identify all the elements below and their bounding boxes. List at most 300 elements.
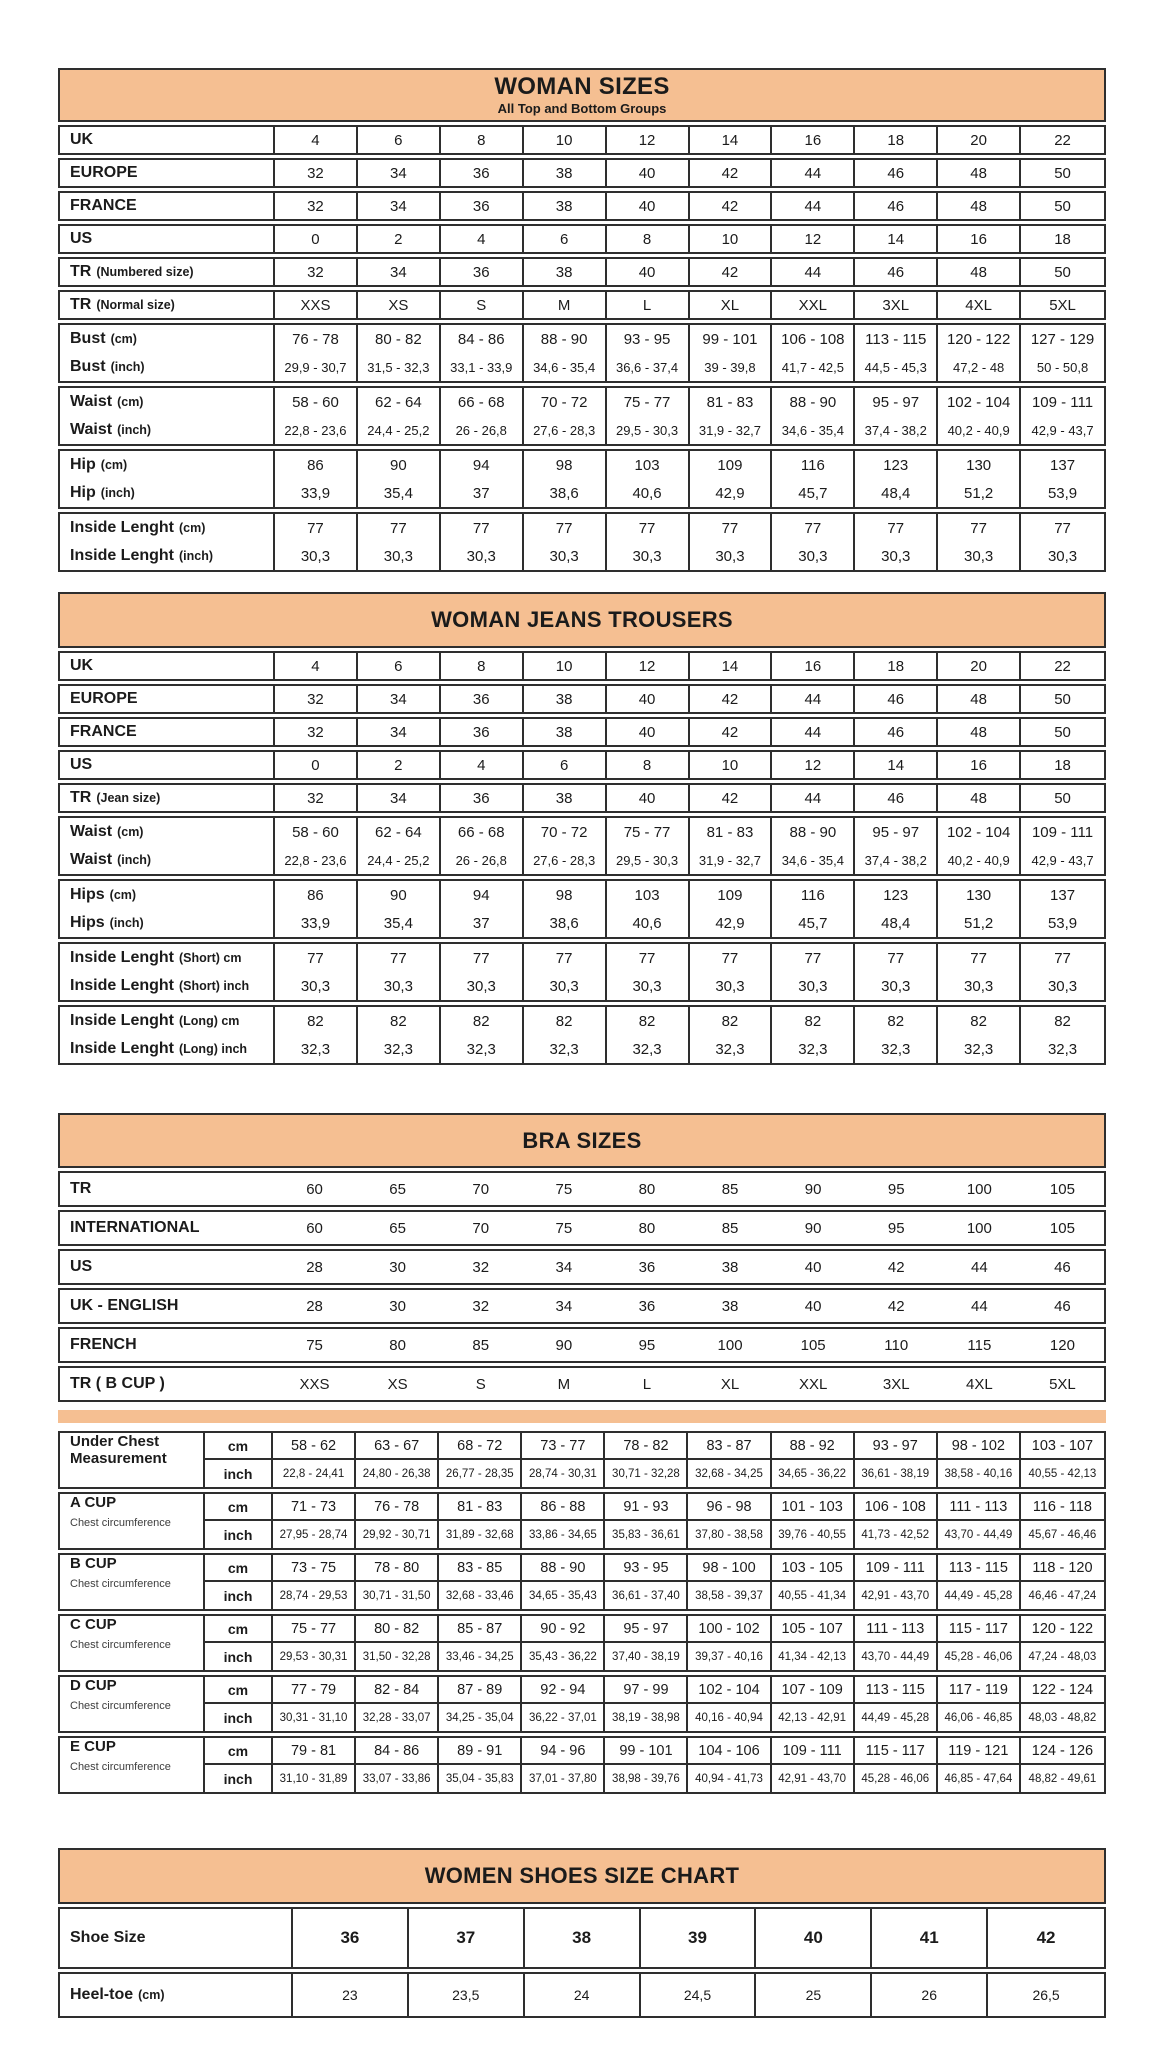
size-value-cell: 53,9 xyxy=(1047,484,1078,502)
bra-size-value-cell: 60 xyxy=(306,1219,323,1237)
row-label-text: TR xyxy=(70,296,92,313)
cup-cm-value-cell: 76 - 78 xyxy=(356,1494,439,1521)
size-value-cell: 48 xyxy=(938,259,1021,285)
cup-inch-value-cell: 31,89 - 32,68 xyxy=(439,1521,522,1548)
size-value-cell: 38 xyxy=(524,259,607,285)
size-value-cell: 77 xyxy=(772,944,855,972)
bra-conversion-row xyxy=(58,1288,1106,1324)
row-label-text: US xyxy=(70,230,93,247)
bra-size-value-cell: 34 xyxy=(555,1297,573,1315)
unit-inch-cell: inch xyxy=(205,1582,273,1609)
cup-inch-value-cell: 37,01 - 37,80 xyxy=(522,1765,605,1792)
cup-inch-value-cell: 34,65 - 36,22 xyxy=(772,1460,855,1487)
cup-cm-value-cell: 94 - 96 xyxy=(522,1738,605,1765)
size-value-cell: 36 xyxy=(441,785,524,811)
size-value-cell: 53,9 xyxy=(1047,914,1078,932)
row-label-note: (cm) xyxy=(117,825,144,839)
bra-size-value-cell: 105 xyxy=(1049,1180,1075,1198)
row-label-note: (Long) inch xyxy=(179,1042,248,1056)
bra-size-value-cell: 36 xyxy=(638,1297,656,1315)
size-value-cell: 8 xyxy=(441,127,524,153)
size-value-cell: 137 xyxy=(1050,886,1076,904)
size-value-cell: 5XL xyxy=(1049,296,1076,314)
cup-cm-value-cell: 93 - 97 xyxy=(855,1433,938,1460)
cup-inch-value-cell: 38,98 - 39,76 xyxy=(605,1765,688,1792)
row-label-note: (cm) xyxy=(179,521,206,535)
cup-cm-value-cell: 71 - 73 xyxy=(273,1494,356,1521)
size-value-cell: 27,6 - 28,3 xyxy=(524,416,607,444)
size-value-cell: 34,6 - 35,4 xyxy=(772,846,855,874)
shoes-header xyxy=(58,1848,1106,1904)
size-value-cell: 66 - 68 xyxy=(441,818,524,846)
size-value-cell: 77 xyxy=(607,514,690,542)
size-value-cell: 37 xyxy=(441,909,524,937)
bra-cup-group xyxy=(58,1675,1106,1733)
size-value-cell: 44,5 - 45,3 xyxy=(855,353,938,381)
row-label-text: TR ( B CUP ) xyxy=(70,1375,165,1392)
size-value-cell: 62 - 64 xyxy=(358,388,441,416)
row-label xyxy=(60,1368,273,1400)
bra-size-value-cell: 90 xyxy=(555,1336,573,1354)
cup-inch-value-cell: 48,82 - 49,61 xyxy=(1028,1772,1097,1785)
row-label-note: (cm) xyxy=(138,1988,165,2002)
row-label xyxy=(60,160,275,186)
size-value-cell: 42,9 - 43,7 xyxy=(1031,422,1094,438)
size-value-cell: 30,3 xyxy=(690,972,773,1000)
bra-size-value-cell: S xyxy=(475,1375,486,1393)
cup-inch-value-cell: 30,31 - 31,10 xyxy=(273,1704,356,1731)
unit-cm-cell: cm xyxy=(205,1616,273,1643)
cup-inch-value-cell: 47,24 - 48,03 xyxy=(1028,1650,1097,1663)
shoe-value-cell: 36 xyxy=(293,1909,409,1967)
size-value-cell: 33,1 - 33,9 xyxy=(441,353,524,381)
cup-inch-value-cell: 39,76 - 40,55 xyxy=(772,1521,855,1548)
size-value-cell: 82 xyxy=(441,1007,524,1035)
size-value-cell: 40 xyxy=(607,686,690,712)
cup-inch-value-cell: 48,03 - 48,82 xyxy=(1028,1711,1097,1724)
size-value-cell: 98 xyxy=(524,881,607,909)
size-value-cell: 32 xyxy=(275,686,358,712)
woman-sizes-title: WOMAN SIZES xyxy=(494,72,670,100)
size-value-cell: 77 xyxy=(358,514,441,542)
row-label xyxy=(60,1035,275,1063)
bra-size-value-cell: XXL xyxy=(798,1375,828,1393)
size-value-cell: XXS xyxy=(275,292,358,318)
table-row-group xyxy=(58,750,1106,780)
size-value-cell: 40,6 xyxy=(607,479,690,507)
unit-inch-cell: inch xyxy=(205,1521,273,1548)
row-label xyxy=(60,972,275,1000)
unit-cm-cell: cm xyxy=(205,1738,273,1765)
row-label-text: FRENCH xyxy=(70,1336,137,1353)
size-value-cell: 4 xyxy=(275,127,358,153)
size-value-cell: 77 xyxy=(524,944,607,972)
size-value-cell: 42,9 - 43,7 xyxy=(1031,852,1094,868)
size-value-cell: 34 xyxy=(358,686,441,712)
cup-cm-value-cell: 73 - 77 xyxy=(522,1433,605,1460)
row-label-note: (inch) xyxy=(117,423,152,437)
size-value-cell: 18 xyxy=(1054,756,1071,774)
row-label xyxy=(60,451,275,479)
size-value-cell: 93 - 95 xyxy=(607,325,690,353)
woman-sizes-header xyxy=(58,68,1106,122)
bra-conversion-row xyxy=(58,1366,1106,1402)
row-label xyxy=(60,881,275,909)
bra-size-value-cell: 38 xyxy=(721,1258,739,1276)
size-value-cell: 98 xyxy=(524,451,607,479)
table-row-group xyxy=(58,290,1106,320)
size-value-cell: 6 xyxy=(358,653,441,679)
size-value-cell: 46 xyxy=(855,160,938,186)
row-label-text: Inside Lenght xyxy=(70,519,174,536)
bra-size-value-cell: 85 xyxy=(721,1180,739,1198)
cup-sublabel-text: Chest circumference xyxy=(70,1761,171,1774)
size-value-cell: 32 xyxy=(275,719,358,745)
shoe-value-cell: 26 xyxy=(872,1974,988,2016)
size-value-cell: 30,3 xyxy=(690,542,773,570)
size-value-cell: XS xyxy=(358,292,441,318)
bra-size-value-cell: 70 xyxy=(472,1219,490,1237)
bra-size-value-cell: 95 xyxy=(887,1219,905,1237)
size-value-cell: 70 - 72 xyxy=(524,388,607,416)
jeans-trousers-rows xyxy=(58,651,1106,1065)
size-value-cell: 34 xyxy=(358,160,441,186)
shoe-value-cell: 39 xyxy=(641,1909,757,1967)
size-value-cell: 109 - 111 xyxy=(1031,393,1094,411)
size-value-cell: 30,3 xyxy=(938,972,1021,1000)
cup-row-label xyxy=(60,1616,205,1670)
bra-size-value-cell: XS xyxy=(387,1375,408,1393)
bra-size-value-cell: 105 xyxy=(800,1336,826,1354)
cup-cm-value-cell: 115 - 117 xyxy=(938,1616,1021,1643)
cup-inch-value-cell: 39,37 - 40,16 xyxy=(688,1643,771,1670)
bra-size-value-cell: 110 xyxy=(884,1336,909,1354)
size-value-cell: 36,6 - 37,4 xyxy=(607,353,690,381)
size-value-cell: 32 xyxy=(275,259,358,285)
bra-size-value-cell: 120 xyxy=(1049,1336,1075,1354)
cup-inch-value-cell: 43,70 - 44,49 xyxy=(938,1521,1021,1548)
size-value-cell: 130 xyxy=(938,451,1021,479)
cup-inch-value-cell: 36,61 - 38,19 xyxy=(855,1460,938,1487)
cup-inch-value-cell: 43,70 - 44,49 xyxy=(855,1643,938,1670)
cup-inch-value-cell: 35,43 - 36,22 xyxy=(522,1643,605,1670)
size-value-cell: S xyxy=(441,292,524,318)
size-value-cell: 38 xyxy=(524,719,607,745)
cup-inch-value-cell: 38,58 - 39,37 xyxy=(688,1582,771,1609)
row-label-text: FRANCE xyxy=(70,723,137,740)
size-value-cell: 37,4 - 38,2 xyxy=(855,846,938,874)
size-value-cell: 40 xyxy=(607,259,690,285)
table-row-group xyxy=(58,224,1106,254)
size-value-cell: 33,9 xyxy=(275,909,358,937)
size-value-cell: 33,9 xyxy=(275,479,358,507)
size-value-cell: 76 - 78 xyxy=(275,325,358,353)
bra-size-value-cell: 105 xyxy=(1049,1219,1075,1237)
cup-inch-value-cell: 40,94 - 41,73 xyxy=(688,1765,771,1792)
cup-cm-value-cell: 93 - 95 xyxy=(605,1555,688,1582)
size-value-cell: 10 xyxy=(690,226,773,252)
size-value-cell: 77 xyxy=(855,944,938,972)
row-label-text: Shoe Size xyxy=(70,1929,146,1946)
size-value-cell: 18 xyxy=(1054,230,1071,248)
size-value-cell: 103 xyxy=(607,881,690,909)
table-row-group xyxy=(58,257,1106,287)
cup-row-label xyxy=(60,1555,205,1609)
cup-cm-value-cell: 120 - 122 xyxy=(1021,1616,1104,1643)
row-label-text: Waist xyxy=(70,823,113,840)
row-label-text: TR xyxy=(70,263,92,280)
size-value-cell: 32,3 xyxy=(772,1035,855,1063)
bra-size-value-cell: 90 xyxy=(804,1180,822,1198)
size-value-cell: 32,3 xyxy=(358,1035,441,1063)
row-label xyxy=(60,542,275,570)
size-value-cell: M xyxy=(524,292,607,318)
shoe-value-cell: 24,5 xyxy=(641,1974,757,2016)
bra-size-value-cell: 70 xyxy=(472,1180,490,1198)
size-value-cell: 48 xyxy=(938,193,1021,219)
row-label-text: Hips xyxy=(70,914,105,931)
size-value-cell: 90 xyxy=(358,881,441,909)
cup-inch-value-cell: 34,25 - 35,04 xyxy=(439,1704,522,1731)
row-label-note: (inch) xyxy=(117,853,152,867)
table-row-group xyxy=(58,125,1106,155)
table-row-group xyxy=(58,684,1106,714)
size-value-cell: 29,9 - 30,7 xyxy=(275,353,358,381)
size-value-cell: 22,8 - 23,6 xyxy=(275,846,358,874)
size-value-cell: 36 xyxy=(441,719,524,745)
size-value-cell: L xyxy=(607,292,690,318)
row-label xyxy=(60,193,275,219)
cup-inch-value-cell: 32,68 - 34,25 xyxy=(688,1460,771,1487)
size-value-cell: 22 xyxy=(1054,657,1071,675)
size-value-cell: 36 xyxy=(441,160,524,186)
size-value-cell: 18 xyxy=(855,653,938,679)
size-value-cell: 30,3 xyxy=(358,972,441,1000)
bra-size-value-cell: XXS xyxy=(299,1375,330,1393)
size-value-cell: 16 xyxy=(938,752,1021,778)
shoe-value-cell: 23 xyxy=(293,1974,409,2016)
size-value-cell: 36 xyxy=(441,686,524,712)
row-label xyxy=(60,259,275,285)
size-value-cell: 90 xyxy=(358,451,441,479)
size-value-cell: 34 xyxy=(358,719,441,745)
size-value-cell: 46 xyxy=(855,686,938,712)
cup-cm-value-cell: 124 - 126 xyxy=(1021,1738,1104,1765)
size-value-cell: 30,3 xyxy=(855,972,938,1000)
size-value-cell: 35,4 xyxy=(358,909,441,937)
size-value-cell: 30,3 xyxy=(275,542,358,570)
size-value-cell: 86 xyxy=(275,451,358,479)
size-value-cell: 30,3 xyxy=(1047,547,1078,565)
bra-conversion-row xyxy=(58,1171,1106,1207)
size-value-cell: 46 xyxy=(855,719,938,745)
size-value-cell: 77 xyxy=(1054,519,1071,537)
size-value-cell: 24,4 - 25,2 xyxy=(358,846,441,874)
size-value-cell: 116 xyxy=(772,881,855,909)
cup-row-label xyxy=(60,1433,205,1487)
row-label xyxy=(60,325,275,353)
size-value-cell: 109 xyxy=(690,451,773,479)
bra-size-value-cell: 65 xyxy=(389,1180,406,1198)
row-label-note: (inch) xyxy=(179,549,214,563)
unit-inch-cell: inch xyxy=(205,1765,273,1792)
size-value-cell: 4XL xyxy=(938,292,1021,318)
size-value-cell: 32 xyxy=(275,160,358,186)
row-label xyxy=(60,818,275,846)
table-row-group xyxy=(58,191,1106,221)
size-value-cell: 34,6 - 35,4 xyxy=(772,416,855,444)
size-value-cell: 30,3 xyxy=(275,972,358,1000)
shoe-value-cell: 38 xyxy=(525,1909,641,1967)
row-label xyxy=(60,1290,273,1322)
row-label-text: TR xyxy=(70,789,92,806)
cup-inch-value-cell: 28,74 - 29,53 xyxy=(273,1582,356,1609)
size-value-cell: 16 xyxy=(772,653,855,679)
row-label xyxy=(60,719,275,745)
bra-conversion-rows xyxy=(58,1171,1106,1402)
row-label-text: UK xyxy=(70,131,94,148)
size-value-cell: 6 xyxy=(524,226,607,252)
cup-cm-value-cell: 113 - 115 xyxy=(938,1555,1021,1582)
size-value-cell: 3XL xyxy=(855,292,938,318)
bra-conversion-row xyxy=(58,1210,1106,1246)
size-value-cell: 81 - 83 xyxy=(690,818,773,846)
bra-size-value-cell: 80 xyxy=(638,1180,656,1198)
cup-cm-value-cell: 95 - 97 xyxy=(605,1616,688,1643)
cup-inch-value-cell: 45,28 - 46,06 xyxy=(855,1765,938,1792)
cup-cm-value-cell: 118 - 120 xyxy=(1021,1555,1104,1582)
size-value-cell: 4 xyxy=(275,653,358,679)
cup-cm-value-cell: 77 - 79 xyxy=(273,1677,356,1704)
size-value-cell: XXL xyxy=(772,292,855,318)
cup-cm-value-cell: 109 - 111 xyxy=(772,1738,855,1765)
cup-inch-value-cell: 36,22 - 37,01 xyxy=(522,1704,605,1731)
cup-cm-value-cell: 103 - 105 xyxy=(772,1555,855,1582)
bra-size-value-cell: 36 xyxy=(638,1258,656,1276)
bra-size-value-cell: 75 xyxy=(306,1336,323,1354)
size-value-cell: 32 xyxy=(275,193,358,219)
cup-inch-value-cell: 35,83 - 36,61 xyxy=(605,1521,688,1548)
size-value-cell: 6 xyxy=(524,752,607,778)
cup-inch-value-cell: 33,86 - 34,65 xyxy=(522,1521,605,1548)
row-label xyxy=(60,1974,293,2016)
bra-size-value-cell: 3XL xyxy=(882,1375,910,1393)
bra-cup-group xyxy=(58,1492,1106,1550)
bra-size-value-cell: 90 xyxy=(804,1219,822,1237)
cup-cm-value-cell: 83 - 85 xyxy=(439,1555,522,1582)
size-value-cell: 82 xyxy=(855,1007,938,1035)
cup-inch-value-cell: 37,80 - 38,58 xyxy=(688,1521,771,1548)
size-value-cell: 48 xyxy=(938,686,1021,712)
size-value-cell: 109 - 111 xyxy=(1031,823,1094,841)
cup-sublabel-text: Chest circumference xyxy=(70,1639,171,1652)
cup-cm-value-cell: 85 - 87 xyxy=(439,1616,522,1643)
cup-inch-value-cell: 27,95 - 28,74 xyxy=(273,1521,356,1548)
bra-size-value-cell: 85 xyxy=(721,1219,739,1237)
row-label-text: Inside Lenght xyxy=(70,977,174,994)
size-value-cell: 94 xyxy=(441,451,524,479)
cup-cm-value-cell: 109 - 111 xyxy=(855,1555,938,1582)
size-value-cell: 48,4 xyxy=(855,909,938,937)
cup-cm-value-cell: 78 - 80 xyxy=(356,1555,439,1582)
size-value-cell: 123 xyxy=(855,451,938,479)
bra-size-value-cell: 44 xyxy=(971,1258,988,1276)
size-value-cell: 42,9 xyxy=(690,909,773,937)
cup-inch-value-cell: 38,58 - 40,16 xyxy=(938,1460,1021,1487)
row-label xyxy=(60,1212,273,1244)
size-value-cell: 8 xyxy=(441,653,524,679)
size-value-cell: 58 - 60 xyxy=(275,818,358,846)
bra-sizes-header xyxy=(58,1113,1106,1168)
row-label xyxy=(60,1329,273,1361)
bra-cup-group xyxy=(58,1736,1106,1794)
bra-size-value-cell: 46 xyxy=(1054,1258,1071,1276)
row-label-text: UK xyxy=(70,657,94,674)
cup-inch-value-cell: 24,80 - 26,38 xyxy=(356,1460,439,1487)
table-row-group xyxy=(58,816,1106,876)
cup-cm-value-cell: 88 - 90 xyxy=(522,1555,605,1582)
size-value-cell: 75 - 77 xyxy=(607,388,690,416)
size-value-cell: 32,3 xyxy=(1047,1040,1078,1058)
cup-inch-value-cell: 32,28 - 33,07 xyxy=(356,1704,439,1731)
table-row-group xyxy=(58,512,1106,572)
size-value-cell: 4 xyxy=(441,226,524,252)
row-label-note: (inch) xyxy=(109,916,144,930)
cup-cm-value-cell: 58 - 62 xyxy=(273,1433,356,1460)
cup-cm-value-cell: 96 - 98 xyxy=(688,1494,771,1521)
cup-cm-value-cell: 68 - 72 xyxy=(439,1433,522,1460)
cup-inch-value-cell: 29,92 - 30,71 xyxy=(356,1521,439,1548)
size-value-cell: 24,4 - 25,2 xyxy=(358,416,441,444)
bra-size-value-cell: 40 xyxy=(804,1297,822,1315)
size-value-cell: 77 xyxy=(855,514,938,542)
size-value-cell: 26 - 26,8 xyxy=(441,416,524,444)
size-value-cell: 113 - 115 xyxy=(855,325,938,353)
size-value-cell: 77 xyxy=(275,514,358,542)
cup-cm-value-cell: 83 - 87 xyxy=(688,1433,771,1460)
cup-inch-value-cell: 32,68 - 33,46 xyxy=(439,1582,522,1609)
size-value-cell: 77 xyxy=(441,514,524,542)
row-label-text: Inside Lenght xyxy=(70,547,174,564)
shoes-rows xyxy=(58,1907,1106,2018)
size-value-cell: 77 xyxy=(938,944,1021,972)
size-value-cell: 82 xyxy=(1054,1012,1071,1030)
unit-inch-cell: inch xyxy=(205,1460,273,1487)
size-value-cell: 30,3 xyxy=(358,542,441,570)
cup-cm-value-cell: 88 - 92 xyxy=(772,1433,855,1460)
size-value-cell: 42 xyxy=(690,193,773,219)
row-label xyxy=(60,226,275,252)
shoe-value-cell: 26,5 xyxy=(1032,1987,1060,2003)
size-value-cell: 70 - 72 xyxy=(524,818,607,846)
size-value-cell: 41,7 - 42,5 xyxy=(772,353,855,381)
row-label-text: US xyxy=(70,756,93,773)
cup-inch-value-cell: 42,13 - 42,91 xyxy=(772,1704,855,1731)
size-value-cell: 31,9 - 32,7 xyxy=(690,416,773,444)
size-value-cell: 10 xyxy=(524,127,607,153)
cup-inch-value-cell: 37,40 - 38,19 xyxy=(605,1643,688,1670)
row-label xyxy=(60,353,275,381)
cup-row-label xyxy=(60,1738,205,1792)
table-row-group xyxy=(58,783,1106,813)
cup-cm-value-cell: 122 - 124 xyxy=(1021,1677,1104,1704)
size-value-cell: 30,3 xyxy=(938,542,1021,570)
size-value-cell: 45,7 xyxy=(772,479,855,507)
size-value-cell: 37,4 - 38,2 xyxy=(855,416,938,444)
unit-cm-cell: cm xyxy=(205,1494,273,1521)
size-value-cell: 38 xyxy=(524,160,607,186)
size-value-cell: 50 xyxy=(1054,690,1071,708)
